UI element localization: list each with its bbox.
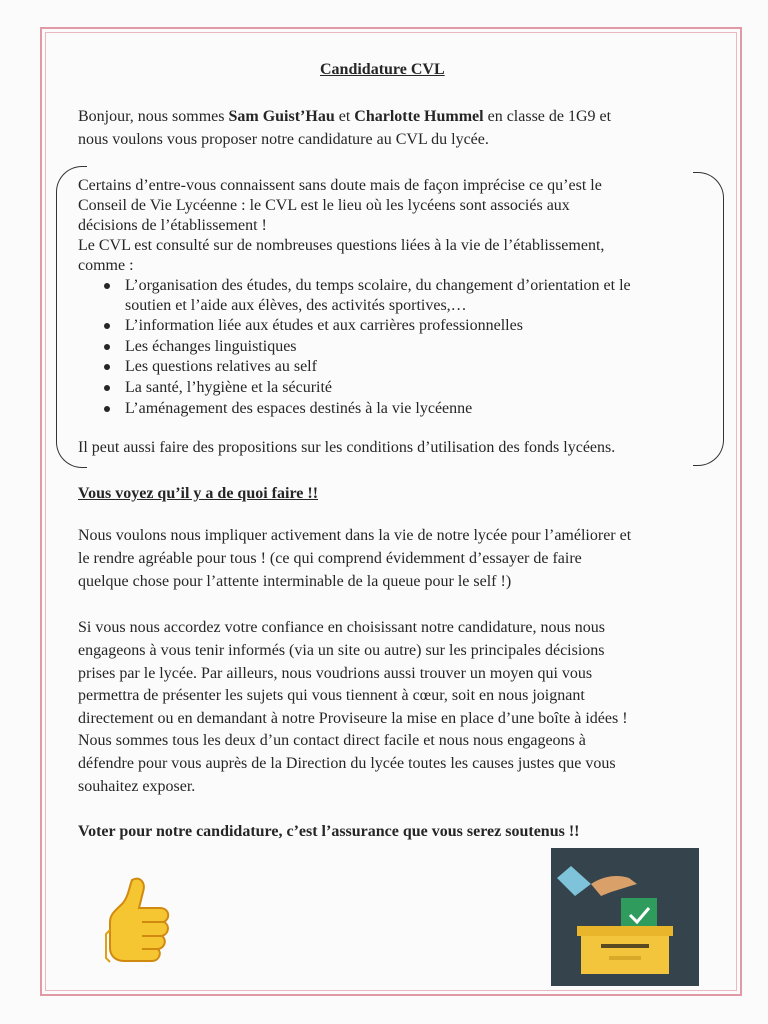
candidate-name-2: Charlotte Hummel [354,108,484,125]
paragraph-2-line: directement ou en demandant à notre Proviseure la mise en place d’une boîte à idées ! [78,710,628,727]
box-closing: Il peut aussi faire des propositions sur les conditions d’utilisation des fonds lycéens. [78,439,616,456]
paragraph-2-line: Nous sommes tous les deux d’un contact direct facile et nous nous engageons à [78,732,586,749]
box-line: Certains d’entre-vous connaissent sans doute mais de façon imprécise ce qu’est le [78,177,602,194]
list-item: L’information liée aux études et aux carrières professionnelles [125,317,523,334]
paragraph-2-line: défendre pour vous auprès de la Direction du lycée toutes les causes justes que vous [78,755,616,772]
bullet-icon [104,344,110,350]
box-line: Le CVL est consulté sur de nombreuses questions liées à la vie de l’établissement, [78,237,605,254]
bullet-icon [104,283,110,289]
paragraph-2-line: Si vous nous accordez votre confiance en choisissant notre candidature, nous nous [78,619,605,636]
bullet-icon [104,385,110,391]
candidate-name-1: Sam Guist’Hau [228,108,335,125]
ballot-box-icon [551,848,699,986]
list-item: L’aménagement des espaces destinés à la vie lycéenne [125,400,473,417]
paragraph-2-line: permettra de présenter les sujets qui vous tiennent à cœur, soit en nous joignant [78,687,585,704]
paragraph-2-line: prises par le lycée. Par ailleurs, nous voudrions aussi trouver un moyen qui vous [78,665,593,682]
list-item: L’organisation des études, du temps scolaire, du changement d’orientation et le [125,277,631,294]
conclusion: Voter pour notre candidature, c’est l’assurance que vous serez soutenus !! [78,823,580,840]
intro-line-1: Bonjour, nous sommes Sam Guist’Hau et Charlotte Hummel en classe de 1G9 et [78,108,612,125]
paragraph-2-line: engageons à vous tenir informés (via un site ou autre) sur les principales décisions [78,642,605,659]
box-line: comme : [78,257,134,274]
subheading: Vous voyez qu’il y a de quoi faire !! [78,485,319,502]
box-line: décisions de l’établissement ! [78,217,267,234]
thumbs-up-icon [102,874,172,970]
box-line: Conseil de Vie Lycéenne : le CVL est le lieu où les lycéens sont associés aux [78,197,570,214]
document-title: Candidature CVL [320,61,445,78]
paragraph-1-line: quelque chose pour l’attente interminable de la queue pour le self !) [78,573,512,590]
list-item-continuation: soutien et l’aide aux élèves, des activités sportives,… [125,297,467,314]
list-item: Les échanges linguistiques [125,338,297,355]
bullet-icon [104,364,110,370]
box-bracket-right [693,172,724,466]
paragraph-1-line: Nous voulons nous impliquer activement dans la vie de notre lycée pour l’améliorer et [78,527,632,544]
paragraph-1-line: le rendre agréable pour tous ! (ce qui comprend évidemment d’essayer de faire [78,550,582,567]
list-item: Les questions relatives au self [125,358,317,375]
paragraph-2-line: souhaitez exposer. [78,778,196,795]
bullet-icon [104,406,110,412]
bullet-icon [104,323,110,329]
list-item: La santé, l’hygiène et la sécurité [125,379,333,396]
intro-line-2: nous voulons vous proposer notre candidature au CVL du lycée. [78,131,489,148]
